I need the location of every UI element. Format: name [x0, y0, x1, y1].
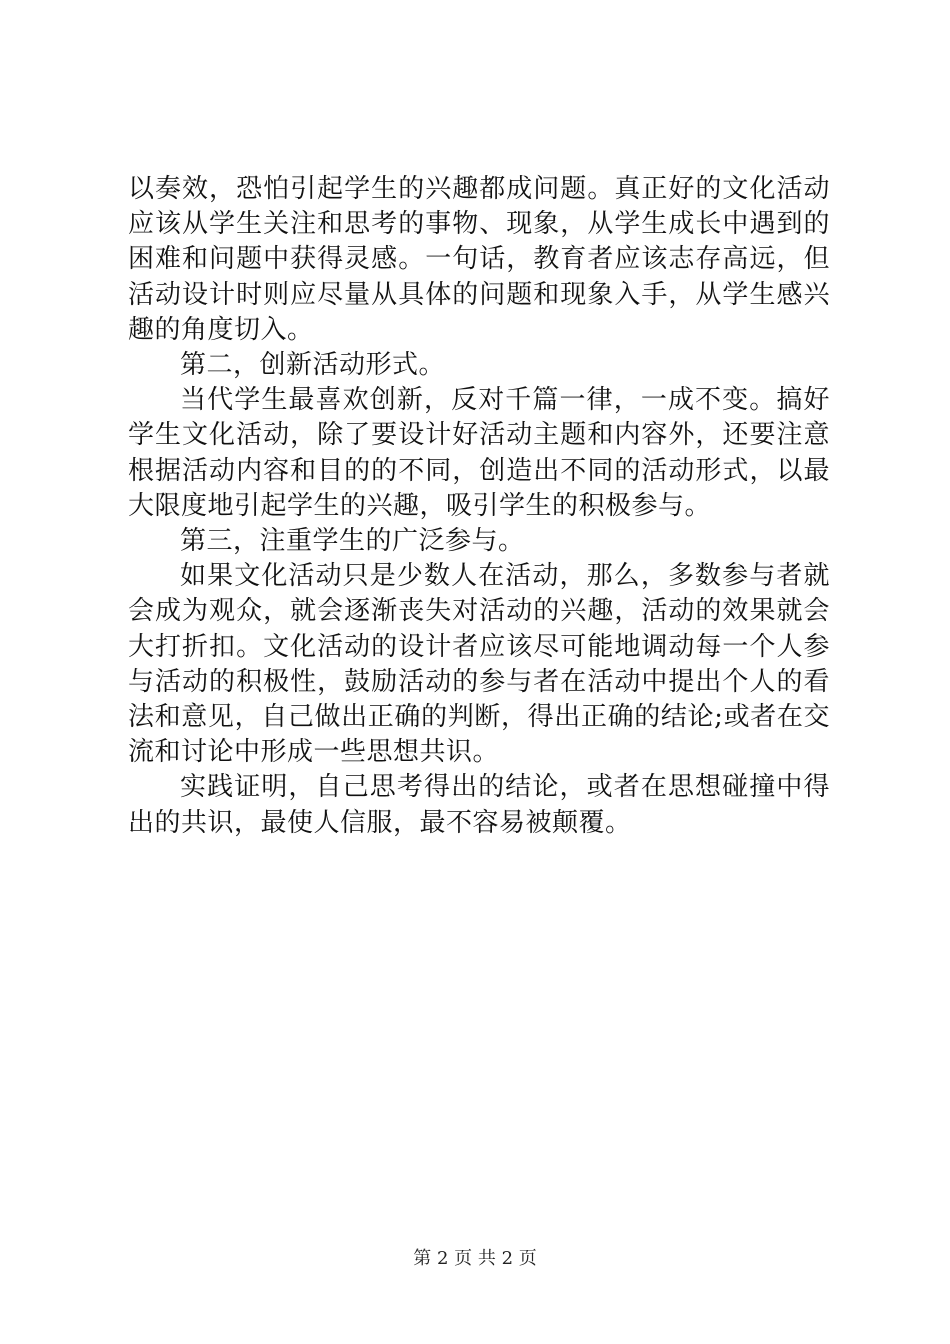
paragraph-conclusion: 实践证明，自己思考得出的结论，或者在思想碰撞中得出的共识，最使人信服，最不容易被颠覆。	[128, 772, 830, 838]
page-number-footer: 第 2 页 共 2 页	[413, 1248, 537, 1269]
heading-second-point: 第二，创新活动形式。	[180, 350, 446, 381]
document-body	[128, 172, 830, 841]
heading-third-point: 第三，注重学生的广泛参与。	[180, 526, 525, 557]
paragraph-innovation: 当代学生最喜欢创新，反对千篇一律，一成不变。搞好学生文化活动，除了要设计好活动主题和内容外，还要注意根据活动内容和目的的不同，创造出不同的活动形式，以最大限度地引起学生的兴趣，吸引学生的积极参与。	[128, 385, 830, 521]
paragraph-participation: 如果文化活动只是少数人在活动，那么，多数参与者就会成为观众，就会逐渐丧失对活动的兴趣，活动的效果就会大打折扣。文化活动的设计者应该尽可能地调动每一个人参与活动的积极性，鼓励活动的参与者在活动中提出个人的看法和意见，自己做出正确的判断，得出正确的结论;或者在交流和讨论中形成一些思想共识。	[128, 561, 830, 768]
paragraph-continuation: 以奏效，恐怕引起学生的兴趣都成问题。真正好的文化活动应该从学生关注和思考的事物、现象，从学生成长中遇到的困难和问题中获得灵感。一句话，教育者应该志存高远，但活动设计时则应尽量从具体的问题和现象入手，从学生感兴趣的角度切入。	[128, 174, 830, 345]
